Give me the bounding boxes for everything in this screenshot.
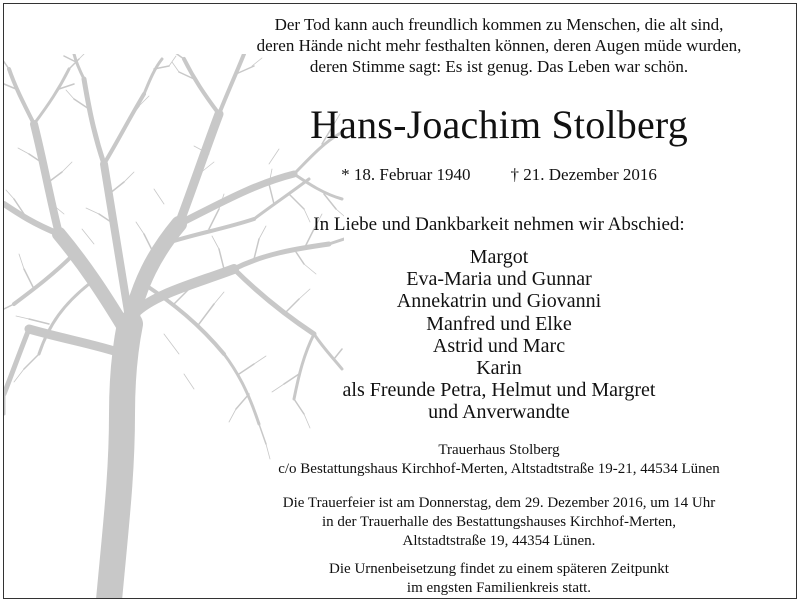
mourner-entry: Karin [476,357,522,380]
funeral-service-info [219,494,779,551]
mourners-list [219,246,779,424]
poem-verse [219,14,779,77]
mourner-entry: Margot [469,246,529,268]
mourner-entry: und Anverwandte [428,401,570,424]
funeral-home-address [219,441,779,479]
mourner-entry: Eva-Maria und Gunnar [406,268,592,291]
farewell-line: In Liebe und Dankbarkeit nehmen wir Abschied: [313,214,685,235]
death-date: † 21. Dezember 2016 [510,165,657,184]
poem-line: Der Tod kann auch freundlich kommen zu Menschen, die alt sind, [274,15,724,34]
address-line: Trauerhaus Stolberg [438,442,560,458]
service-line: in der Trauerhalle des Bestattungshauses Kirchhof-Merten, [321,514,677,530]
urn-line: Die Urnenbeisetzung findet zu einem späteren Zeitpunkt [329,561,669,577]
address-line: c/o Bestattungshaus Kirchhof-Merten, Altstadtstraße 19-21, 44534 Lünen [278,461,720,477]
mourner-entry: Manfred und Elke [426,312,572,335]
urn-burial-info [219,560,779,598]
life-dates [219,164,779,186]
service-line: Altstadtstraße 19, 44354 Lünen. [402,533,596,549]
poem-line: deren Stimme sagt: Es ist genug. Das Leben war schön. [309,57,689,76]
urn-line: im engsten Familienkreis statt. [406,580,592,596]
obituary-notice [3,3,797,599]
mourner-entry: Astrid und Marc [432,334,566,357]
birth-date: * 18. Februar 1940 [341,165,471,184]
deceased-name: Hans-Joachim Stolberg [310,102,688,147]
service-line: Die Trauerfeier ist am Donnerstag, dem 29. Dezember 2016, um 14 Uhr [282,495,716,511]
mourner-entry: Annekatrin und Giovanni [396,290,602,313]
poem-line: deren Hände nicht mehr festhalten können, deren Augen müde wurden, [256,36,742,55]
mourner-entry: als Freunde Petra, Helmut und Margret [342,379,656,402]
